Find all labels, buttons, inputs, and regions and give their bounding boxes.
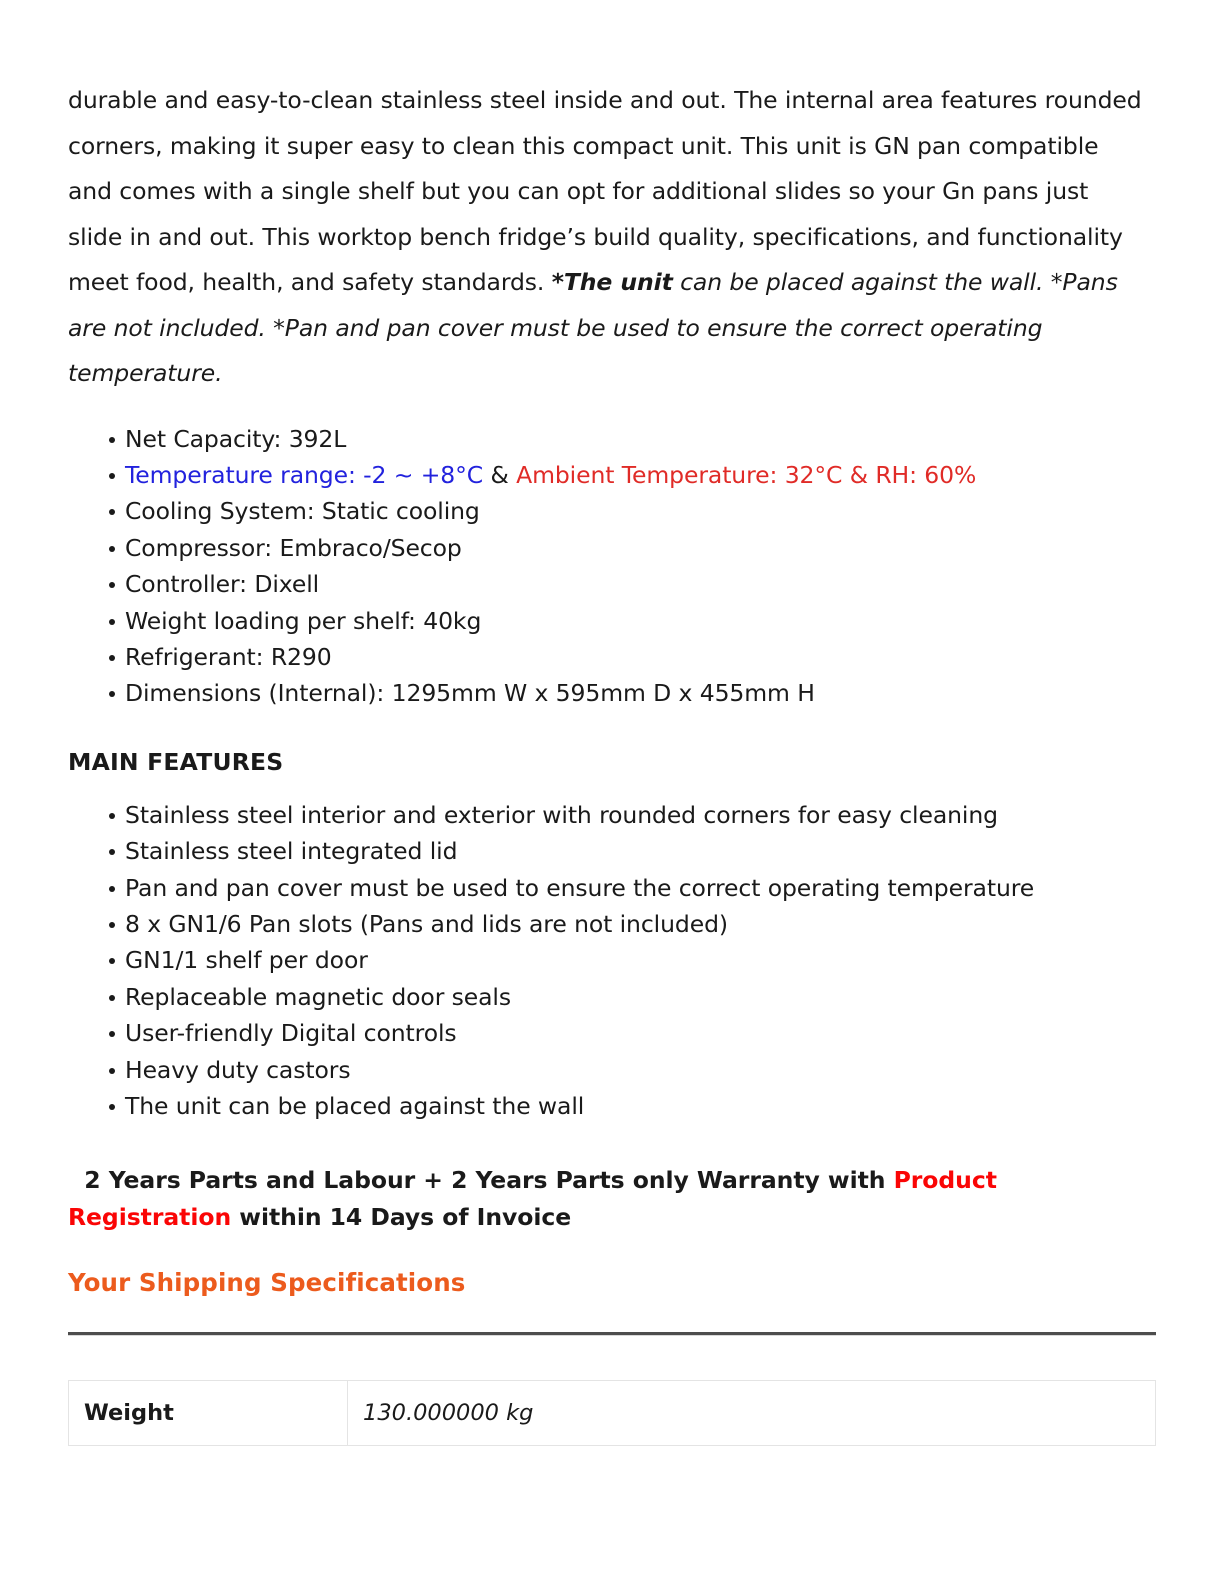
list-item bbox=[68, 1052, 1156, 1088]
intro-text-italic: can be placed against the wall. *Pans are not included. *Pan and pan cover must be used to ensure the correct operating temperature. bbox=[68, 268, 1118, 387]
feature-item-label: GN1/1 shelf per door bbox=[125, 946, 368, 975]
intro-paragraph bbox=[68, 0, 1146, 397]
feature-item-label: The unit can be placed against the wall bbox=[125, 1092, 585, 1120]
spec-item-label: Dimensions (Internal): 1295mm W x 595mm D x 455mm H bbox=[125, 679, 815, 708]
list-item bbox=[68, 1088, 1156, 1124]
product-registration-link[interactable]: Product Registration bbox=[68, 1166, 997, 1231]
spec-item-label: Weight loading per shelf: 40kg bbox=[125, 606, 482, 635]
list-item bbox=[68, 603, 1156, 639]
list-item bbox=[68, 1015, 1156, 1051]
feature-item-label: Heavy duty castors bbox=[125, 1055, 351, 1084]
temperature-range-text: Temperature range: -2 ~ +8°C bbox=[125, 460, 484, 489]
shipping-specifications-table bbox=[68, 1380, 1156, 1446]
list-item bbox=[68, 421, 1156, 457]
list-item bbox=[68, 493, 1156, 529]
list-item bbox=[68, 870, 1156, 906]
list-item bbox=[68, 906, 1156, 942]
list-item bbox=[68, 639, 1156, 675]
section-divider bbox=[68, 1332, 1156, 1336]
table-cell-label: Weight bbox=[69, 1381, 348, 1446]
feature-item-label: 8 x GN1/6 Pan slots (Pans and lids are not included) bbox=[125, 909, 728, 938]
feature-item-label: Pan and pan cover must be used to ensure the correct operating temperature bbox=[125, 873, 1035, 902]
feature-item-label: Replaceable magnetic door seals bbox=[125, 982, 512, 1011]
main-features-list bbox=[68, 797, 1156, 1125]
main-features-heading: MAIN FEATURES bbox=[68, 747, 284, 776]
list-item bbox=[68, 942, 1156, 978]
list-item bbox=[68, 833, 1156, 869]
specification-list bbox=[68, 421, 1156, 712]
intro-text-bold-italic: *The unit bbox=[551, 268, 673, 296]
list-item bbox=[68, 797, 1156, 833]
spec-item-label: Controller: Dixell bbox=[125, 570, 320, 599]
ambient-temperature-text: Ambient Temperature: 32°C & RH: 60% bbox=[516, 460, 977, 489]
intro-text-plain: durable and easy-to-clean stainless steel inside and out. The internal area features rounded corners, making it super easy to clean this compact unit. This unit is GN pan compatible and comes with a single shelf but you can opt for additional slides so your Gn pans just slide in and out. This worktop bench fridge’s build quality, specifications, and functionality meet food, health, and safety standards. bbox=[68, 86, 1142, 296]
list-item bbox=[68, 566, 1156, 602]
list-item-temperature bbox=[68, 457, 1156, 493]
table-row bbox=[69, 1381, 1156, 1446]
spec-item-label: Compressor: Embraco/Secop bbox=[125, 533, 462, 562]
feature-item-label: User-friendly Digital controls bbox=[125, 1019, 457, 1048]
list-item bbox=[68, 530, 1156, 566]
warranty-text-lead: 2 Years Parts and Labour + 2 Years Parts only Warranty with bbox=[68, 1166, 894, 1195]
list-item bbox=[68, 675, 1156, 711]
warranty-paragraph bbox=[68, 1124, 1068, 1235]
spec-item-label: Net Capacity: 392L bbox=[125, 424, 347, 453]
feature-item-label: Stainless steel interior and exterior with rounded corners for easy cleaning bbox=[125, 800, 998, 829]
feature-item-label: Stainless steel integrated lid bbox=[125, 837, 458, 866]
list-item bbox=[68, 979, 1156, 1015]
table-cell-value: 130.000000 kg bbox=[348, 1381, 1156, 1446]
warranty-text-tail: within 14 Days of Invoice bbox=[231, 1202, 572, 1231]
shipping-specifications-heading: Your Shipping Specifications bbox=[68, 1268, 466, 1298]
spec-item-label: Cooling System: Static cooling bbox=[125, 497, 480, 526]
spec-item-label: Refrigerant: R290 bbox=[125, 642, 332, 671]
ampersand-separator: & bbox=[483, 460, 517, 489]
